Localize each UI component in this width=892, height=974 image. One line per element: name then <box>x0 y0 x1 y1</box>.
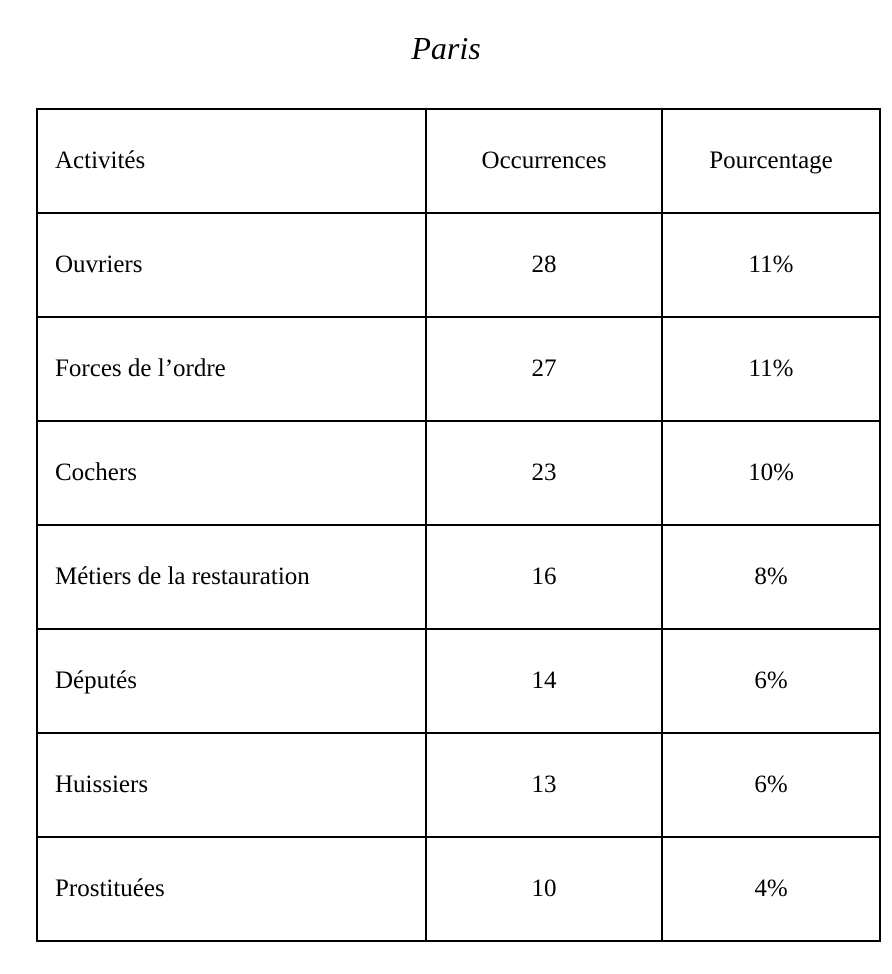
cell-pourcentage: 11% <box>662 213 880 317</box>
cell-pourcentage: 10% <box>662 421 880 525</box>
cell-activite: Forces de l’ordre <box>37 317 426 421</box>
cell-pourcentage: 6% <box>662 733 880 837</box>
cell-occurrences: 28 <box>426 213 662 317</box>
cell-occurrences: 27 <box>426 317 662 421</box>
cell-occurrences: 16 <box>426 525 662 629</box>
cell-activite: Huissiers <box>37 733 426 837</box>
cell-activite: Métiers de la restauration <box>37 525 426 629</box>
cell-activite: Cochers <box>37 421 426 525</box>
table-row <box>37 525 880 629</box>
table-row <box>37 213 880 317</box>
table-row <box>37 837 880 941</box>
table-row <box>37 421 880 525</box>
header-activites: Activités <box>37 109 426 213</box>
cell-occurrences: 10 <box>426 837 662 941</box>
table-row <box>37 733 880 837</box>
cell-activite: Prostituées <box>37 837 426 941</box>
cell-pourcentage: 8% <box>662 525 880 629</box>
cell-pourcentage: 6% <box>662 629 880 733</box>
header-occurrences: Occurrences <box>426 109 662 213</box>
cell-pourcentage: 11% <box>662 317 880 421</box>
cell-activite: Ouvriers <box>37 213 426 317</box>
table-row <box>37 317 880 421</box>
data-table <box>36 108 881 942</box>
cell-occurrences: 13 <box>426 733 662 837</box>
page-title: Paris <box>411 30 481 66</box>
header-pourcentage: Pourcentage <box>662 109 880 213</box>
table-row <box>37 629 880 733</box>
cell-pourcentage: 4% <box>662 837 880 941</box>
cell-activite: Députés <box>37 629 426 733</box>
cell-occurrences: 14 <box>426 629 662 733</box>
cell-occurrences: 23 <box>426 421 662 525</box>
table-header-row <box>37 109 880 213</box>
